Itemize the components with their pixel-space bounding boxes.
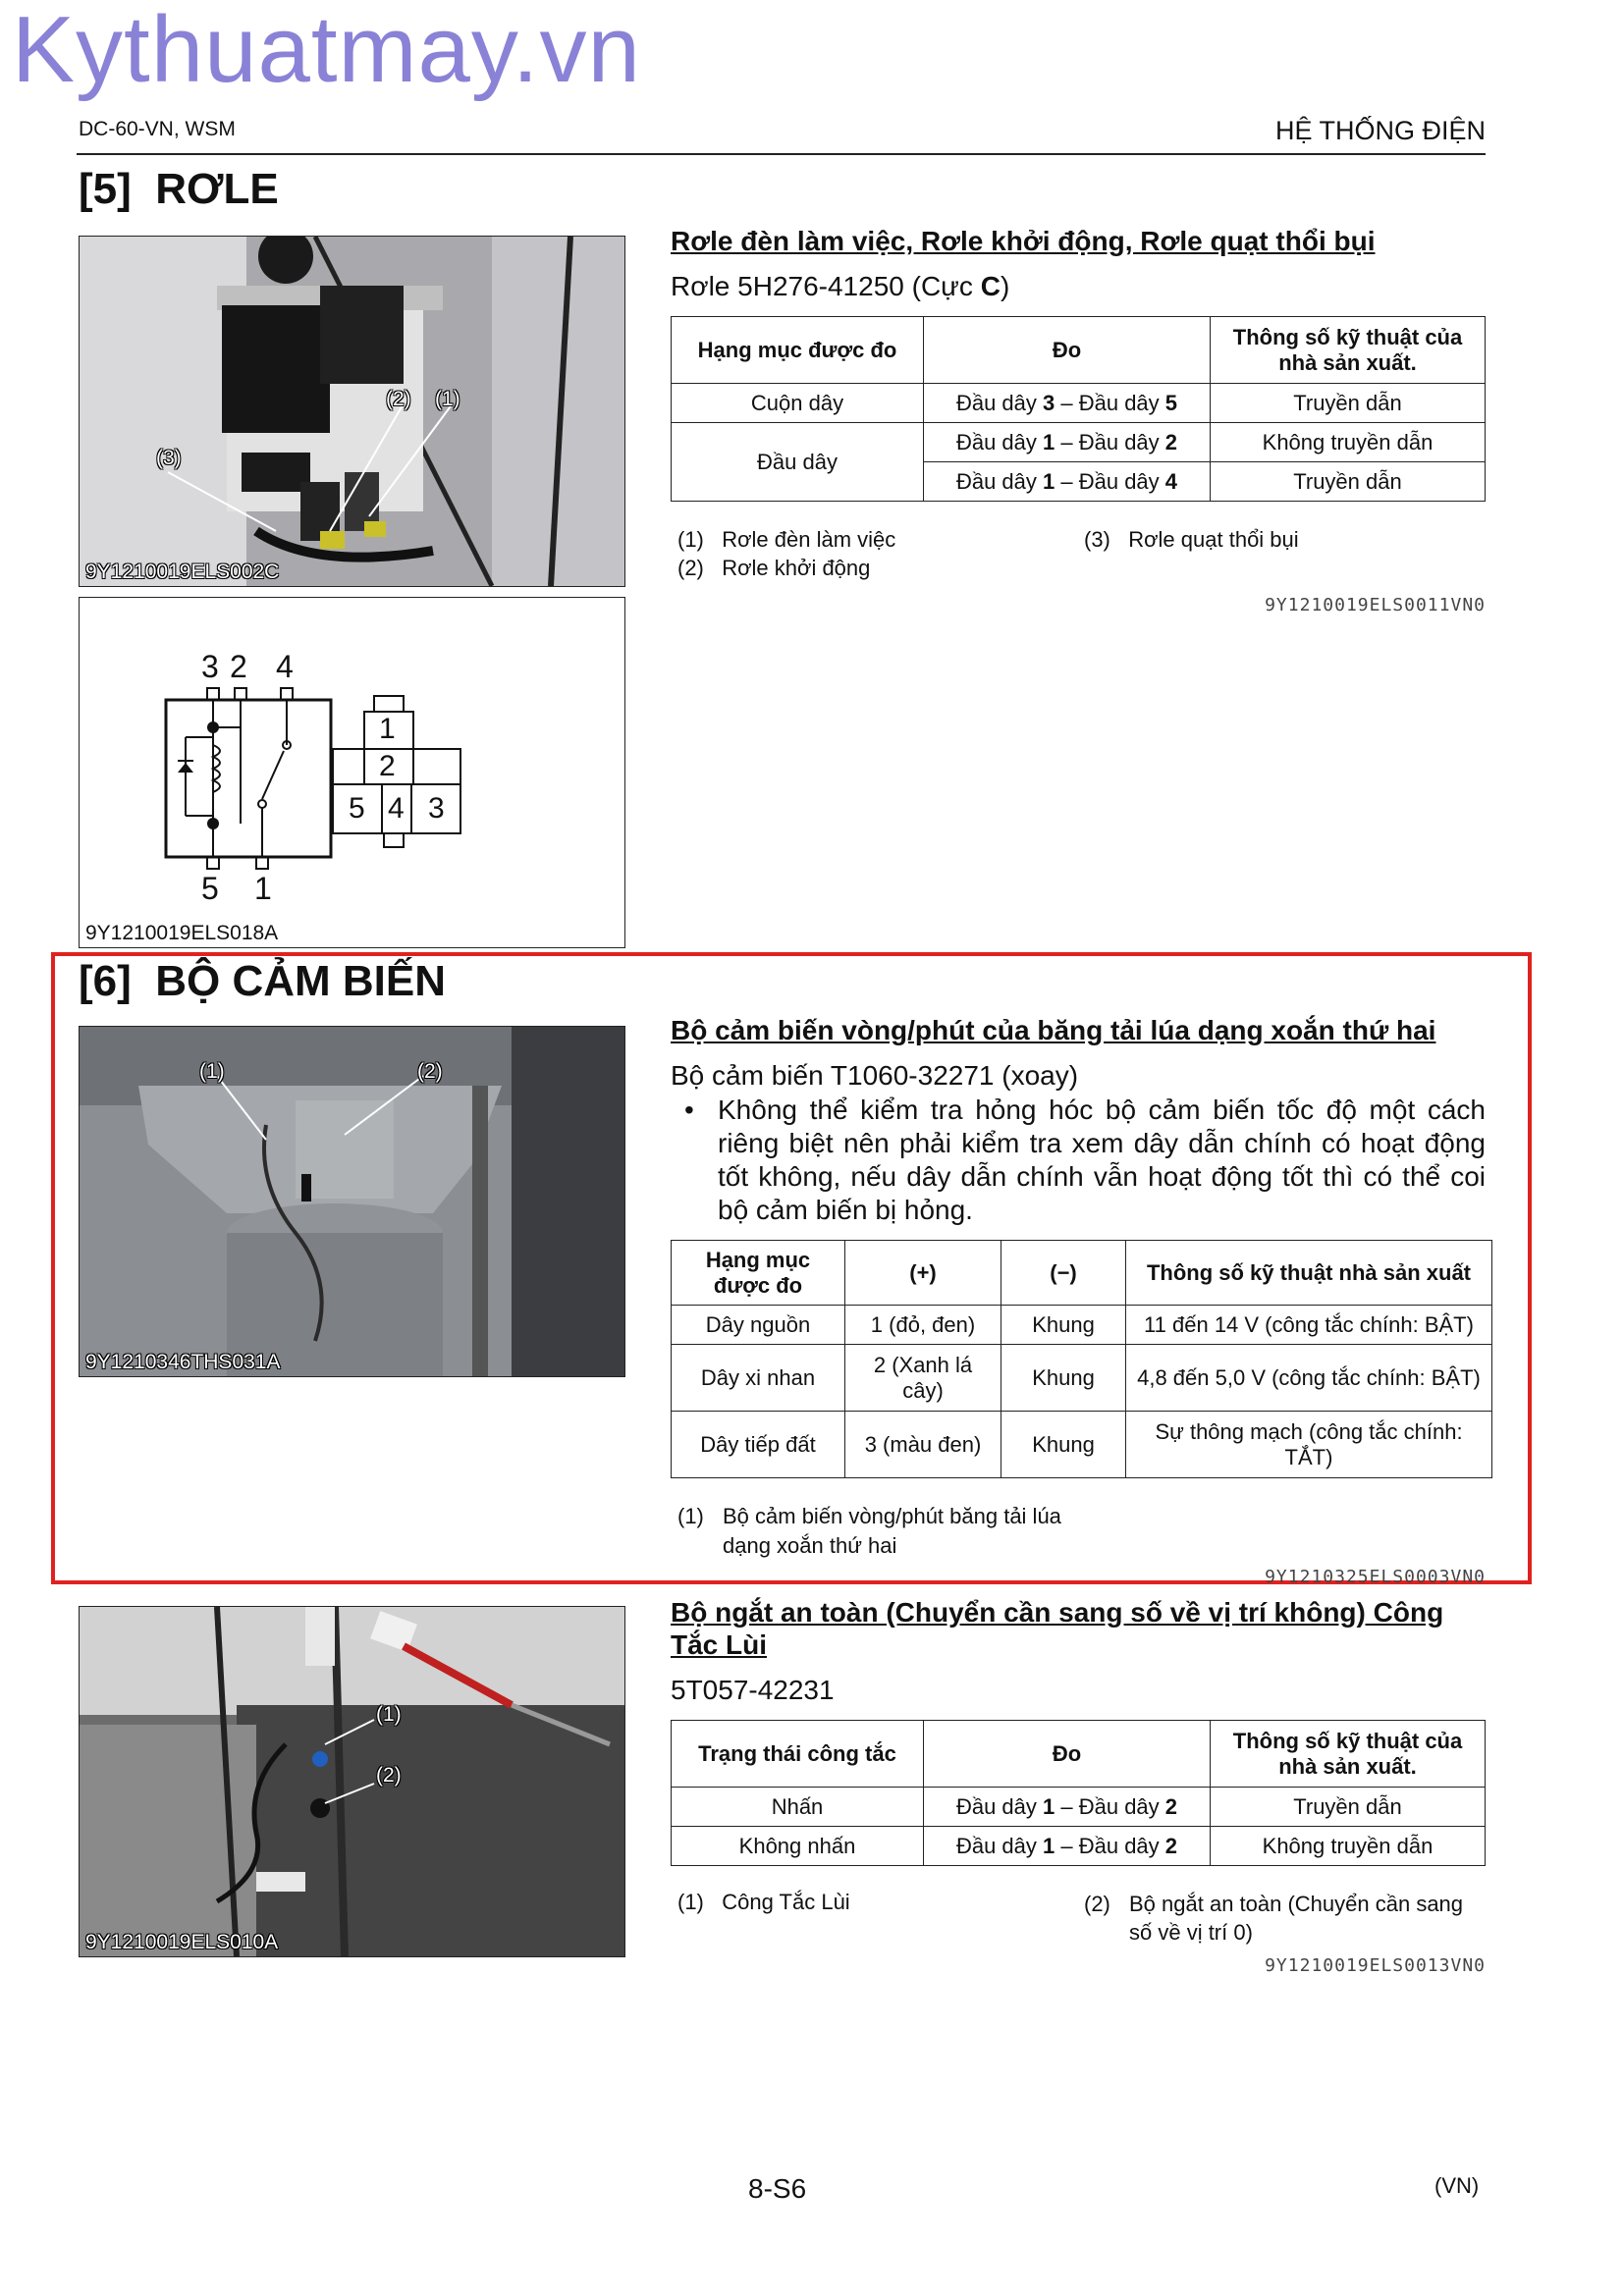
legend-item-2: (2) Rơle khởi động: [677, 556, 871, 580]
table-row: [672, 1345, 1492, 1412]
connector-pin-3: 3: [428, 792, 445, 825]
cell-measure: Đầu dây 3 – Đầu dây 5: [924, 384, 1211, 423]
cell-spec: Sự thông mạch (công tắc chính: TẮT): [1126, 1412, 1492, 1478]
table-row: [672, 1306, 1492, 1345]
switch-subheading: 5T057-42231: [671, 1675, 835, 1705]
cell-spec: Truyền dẫn: [1211, 384, 1486, 423]
cell-item: Dây tiếp đất: [672, 1412, 845, 1478]
section-name: RƠLE: [155, 165, 279, 213]
photo-callout-2: (2): [417, 1060, 443, 1083]
cell-spec: Truyền dẫn: [1211, 1788, 1486, 1827]
cell-plus: 3 (màu đen): [845, 1412, 1001, 1478]
cell-minus: Khung: [1001, 1345, 1126, 1412]
relay-diagram: [79, 597, 625, 948]
photo-callout-2: (2): [376, 1764, 402, 1787]
relay-heading: Rơle đèn làm việc, Rơle khởi động, Rơle quạt thổi bụi: [671, 226, 1376, 256]
col-header-spec: Thông số kỹ thuật nhà sản xuất: [1126, 1241, 1492, 1306]
col-header-measure: Đo: [924, 1721, 1211, 1788]
language-tag: (VN): [1434, 2173, 1480, 2198]
pin-label-4: 4: [276, 649, 294, 684]
bullet-icon: •: [684, 1095, 694, 1125]
section-5-title: [79, 165, 279, 214]
section-number: [6]: [79, 957, 132, 1005]
sensor-spec-table: [671, 1240, 1492, 1478]
cell-minus: Khung: [1001, 1412, 1126, 1478]
cell-measure: Đầu dây 1 – Đầu dây 4: [924, 462, 1211, 502]
cell-plus: 2 (Xanh lá cây): [845, 1345, 1001, 1412]
section-number: [5]: [79, 165, 132, 213]
photo-caption: 9Y1210019ELS002C: [85, 561, 280, 583]
legend-item-1: (1) Bộ cảm biến vòng/phút băng tải lúa dạng xoắn thứ hai: [677, 1504, 1061, 1558]
sensor-note-text: Không thể kiểm tra hỏng hóc bộ cảm biến tốc độ một cách riêng biệt nên phải kiểm tra xem dây dẫn chính có hoạt động tốt không, nếu dây dẫn chính vẫn hoạt động tốt thì có thể coi bộ cảm biến bị hỏng.: [718, 1095, 1486, 1225]
legend-item-2: (2) Bộ ngắt an toàn (Chuyển cần sang số về vị trí 0): [1084, 1892, 1464, 1945]
col-header-spec: Thông số kỹ thuật của nhà sản xuất.: [1211, 317, 1486, 384]
photo-callout-1: (1): [376, 1703, 402, 1726]
legend-item-1: (1) Công Tắc Lùi: [677, 1890, 850, 1914]
cell-item: Đầu dây: [672, 423, 924, 502]
cell-spec: 11 đến 14 V (công tắc chính: BẬT): [1126, 1306, 1492, 1345]
legend-item-1: (1) Rơle đèn làm việc: [677, 527, 896, 552]
page-number: 8-S6: [748, 2173, 807, 2204]
cell-minus: Khung: [1001, 1306, 1126, 1345]
section-6-title: [79, 957, 446, 1006]
cell-state: Nhấn: [672, 1788, 924, 1827]
reference-code: 9Y1210019ELS0011VN0: [1265, 595, 1486, 615]
photo-callout-1: (1): [199, 1060, 225, 1083]
table-row: [672, 384, 1486, 423]
cell-item: Dây nguồn: [672, 1306, 845, 1345]
switch-photo: [79, 1606, 625, 1957]
chapter-title: HỆ THỐNG ĐIỆN: [1274, 116, 1486, 145]
col-header-measure: Đo: [924, 317, 1211, 384]
pin-label-5: 5: [201, 871, 219, 906]
sensor-subheading: Bộ cảm biến T1060-32271 (xoay): [671, 1060, 1079, 1091]
pin-label-2: 2: [230, 649, 247, 684]
relay-subheading: Rơle 5H276-41250 (Cực C): [671, 271, 1010, 301]
relay-spec-table: [671, 316, 1486, 502]
cell-state: Không nhấn: [672, 1827, 924, 1866]
col-header-plus: (+): [845, 1241, 1001, 1306]
pin-label-3: 3: [201, 649, 219, 684]
sensor-photo: [79, 1026, 625, 1377]
section-name: BỘ CẢM BIẾN: [155, 957, 447, 1005]
connector-pin-1: 1: [379, 713, 396, 745]
photo-callout-2: (2): [386, 388, 411, 410]
connector-pin-5: 5: [349, 792, 365, 825]
cell-measure: Đầu dây 1 – Đầu dây 2: [924, 1827, 1211, 1866]
cell-measure: Đầu dây 1 – Đầu dây 2: [924, 423, 1211, 462]
watermark: Kythuatmay.vn: [12, 0, 641, 102]
photo-callout-3: (3): [156, 447, 182, 469]
col-header-state: Trạng thái công tắc: [672, 1721, 924, 1788]
switch-heading: Bộ ngắt an toàn (Chuyển cần sang số về vị trí không) Công Tắc Lùi: [671, 1597, 1444, 1660]
col-header-item: Hạng mục được đo: [672, 317, 924, 384]
sensor-heading: Bộ cảm biến vòng/phút của băng tải lúa dạng xoắn thứ hai: [671, 1015, 1436, 1045]
col-header-spec: Thông số kỹ thuật của nhà sản xuất.: [1211, 1721, 1486, 1788]
photo-caption: 9Y1210019ELS010A: [85, 1931, 279, 1953]
cell-item: Dây xi nhan: [672, 1345, 845, 1412]
cell-spec: Không truyền dẫn: [1211, 423, 1486, 462]
cell-spec: 4,8 đến 5,0 V (công tắc chính: BẬT): [1126, 1345, 1492, 1412]
col-header-item: Hạng mục được đo: [672, 1241, 845, 1306]
doc-code: DC-60-VN, WSM: [79, 118, 236, 140]
table-row: [672, 1827, 1486, 1866]
connector-pin-4: 4: [388, 792, 405, 825]
table-row: [672, 1412, 1492, 1478]
table-row: [672, 423, 1486, 462]
header-divider: [77, 153, 1486, 155]
switch-spec-table: [671, 1720, 1486, 1866]
cell-plus: 1 (đỏ, đen): [845, 1306, 1001, 1345]
col-header-minus: (−): [1001, 1241, 1126, 1306]
cell-measure: Đầu dây 1 – Đầu dây 2: [924, 1788, 1211, 1827]
connector-pin-2: 2: [379, 750, 396, 782]
diagram-caption: 9Y1210019ELS018A: [85, 922, 279, 944]
reference-code: 9Y1210325ELS0003VN0: [1265, 1567, 1486, 1587]
table-row: [672, 1788, 1486, 1827]
pin-label-1: 1: [254, 871, 272, 906]
photo-caption: 9Y1210346THS031A: [85, 1351, 281, 1373]
cell-item: Cuộn dây: [672, 384, 924, 423]
legend-item-3: (3) Rơle quạt thổi bụi: [1084, 527, 1299, 552]
sensor-note: [684, 1094, 1486, 1227]
cell-spec: Không truyền dẫn: [1211, 1827, 1486, 1866]
relay-photo: [79, 236, 625, 587]
cell-spec: Truyền dẫn: [1211, 462, 1486, 502]
reference-code: 9Y1210019ELS0013VN0: [1265, 1955, 1486, 1976]
photo-callout-1: (1): [435, 388, 460, 410]
